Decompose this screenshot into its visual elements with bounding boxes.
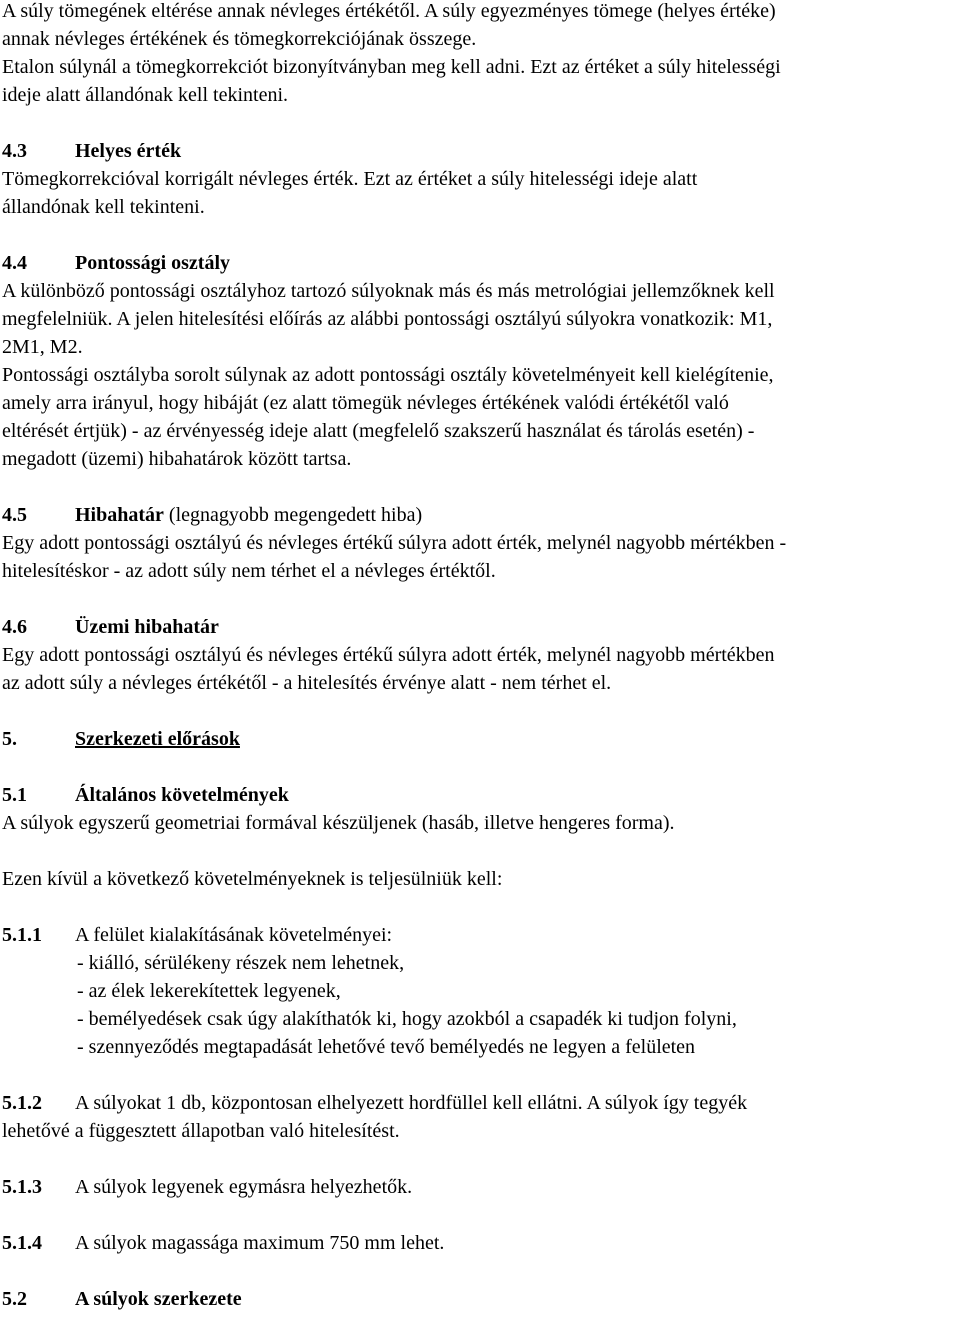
section-title: Pontossági osztály [75,252,230,274]
subsection-text: A felület kialakításának követelményei: [75,924,393,946]
list-item: - bemélyedések csak úgy alakíthatók ki, hogy azokból a csapadék ki tudjon folyni, [77,1008,737,1030]
body-line: amely arra irányul, hogy hibáját (ez alatt tömegük névleges értékének valódi értékétől való [2,392,729,414]
body-line: eltérését értjük) - az érvényesség ideje alatt (megfelelő szakszerű használat és tárolás esetén) - [2,420,755,442]
section-title: Hibahatár [75,504,164,526]
section-number: 4.3 [2,140,27,162]
section-title: Általános követelmények [75,784,289,806]
body-line: Egy adott pontossági osztályú és névleges értékű súlyra adott érték, melynél nagyobb mértékben - [2,532,787,554]
subsection-5-1-2 [2,1089,956,1117]
body-line: állandónak kell tekinteni. [2,196,205,218]
intro-line: Etalon súlynál a tömegkorrekciót bizonyítványban meg kell adni. Ezt az értéket a súly hitelességi [2,56,781,78]
section-number: 4.4 [2,252,27,274]
section-number: 4.5 [2,504,27,526]
body-line: A különböző pontossági osztályhoz tartozó súlyoknak más és más metrológiai jellemzőknek kell [2,280,775,302]
section-number: 4.6 [2,616,27,638]
section-heading-4-3 [2,137,956,165]
section-heading-5-1 [2,781,956,809]
subsection-number: 5.1.3 [2,1176,42,1198]
section-number: 5. [2,728,17,750]
subsection-number: 5.1.4 [2,1232,42,1254]
body-line: Ezen kívül a következő követelményeknek is teljesülniük kell: [2,868,503,890]
section-number: 5.1 [2,784,27,806]
list-item: - kiálló, sérülékeny részek nem lehetnek, [77,952,405,974]
section-heading-4-6 [2,613,956,641]
subsection-5-1-3 [2,1173,956,1201]
section-heading-4-5 [2,501,956,529]
section-title: Szerkezeti előrások [75,728,240,750]
section-heading-5 [2,725,956,753]
list-item: - az élek lekerekítettek legyenek, [77,980,341,1002]
subsection-5-1-4 [2,1229,956,1257]
document-page [2,0,956,1313]
subsection-number: 5.1.2 [2,1092,42,1114]
body-line: Tömegkorrekcióval korrigált névleges érték. Ezt az értéket a súly hitelességi ideje alatt [2,168,698,190]
list-item: - szennyeződés megtapadását lehetővé tevő bemélyedés ne legyen a felületen [77,1036,696,1058]
body-line: 2M1, M2. [2,336,83,358]
body-line: megadott (üzemi) hibahatárok között tartsa. [2,448,352,470]
section-title: A súlyok szerkezete [75,1288,242,1310]
subsection-text: A súlyok legyenek egymásra helyezhetők. [75,1176,413,1198]
body-line: Egy adott pontossági osztályú és névleges értékű súlyra adott érték, melynél nagyobb mértékben [2,644,775,666]
intro-line: annak névleges értékének és tömegkorrekciójának összege. [2,28,477,50]
body-line: Pontossági osztályba sorolt súlynak az adott pontossági osztály követelményeit kell kielégítenie, [2,364,774,386]
subsection-number: 5.1.1 [2,924,42,946]
subsection-5-1-1 [2,921,956,949]
intro-line: ideje alatt állandónak kell tekinteni. [2,84,289,106]
body-line: A súlyok egyszerű geometriai formával készüljenek (hasáb, illetve hengeres forma). [2,812,675,834]
section-title-note: (legnagyobb megengedett hiba) [163,504,423,526]
section-heading-5-2 [2,1285,956,1313]
subsection-text: A súlyokat 1 db, központosan elhelyezett hordfüllel kell ellátni. A súlyok így tegyék [75,1092,748,1114]
subsection-text: A súlyok magassága maximum 750 mm lehet. [75,1232,445,1254]
body-line: lehetővé a függesztett állapotban való hitelesítést. [2,1120,400,1142]
section-title: Üzemi hibahatár [75,616,219,638]
body-line: az adott súly a névleges értékétől - a hitelesítés érvénye alatt - nem térhet el. [2,672,612,694]
intro-line: A súly tömegének eltérése annak névleges értékétől. A súly egyezményes tömege (helyes értéke) [2,0,776,22]
body-line: megfelelniük. A jelen hitelesítési előírás az alábbi pontossági osztályú súlyokra vonatkozik: M1, [2,308,773,330]
section-heading-4-4 [2,249,956,277]
body-line: hitelesítéskor - az adott súly nem térhet el a névleges értéktől. [2,560,496,582]
section-title: Helyes érték [75,140,182,162]
section-number: 5.2 [2,1288,27,1310]
